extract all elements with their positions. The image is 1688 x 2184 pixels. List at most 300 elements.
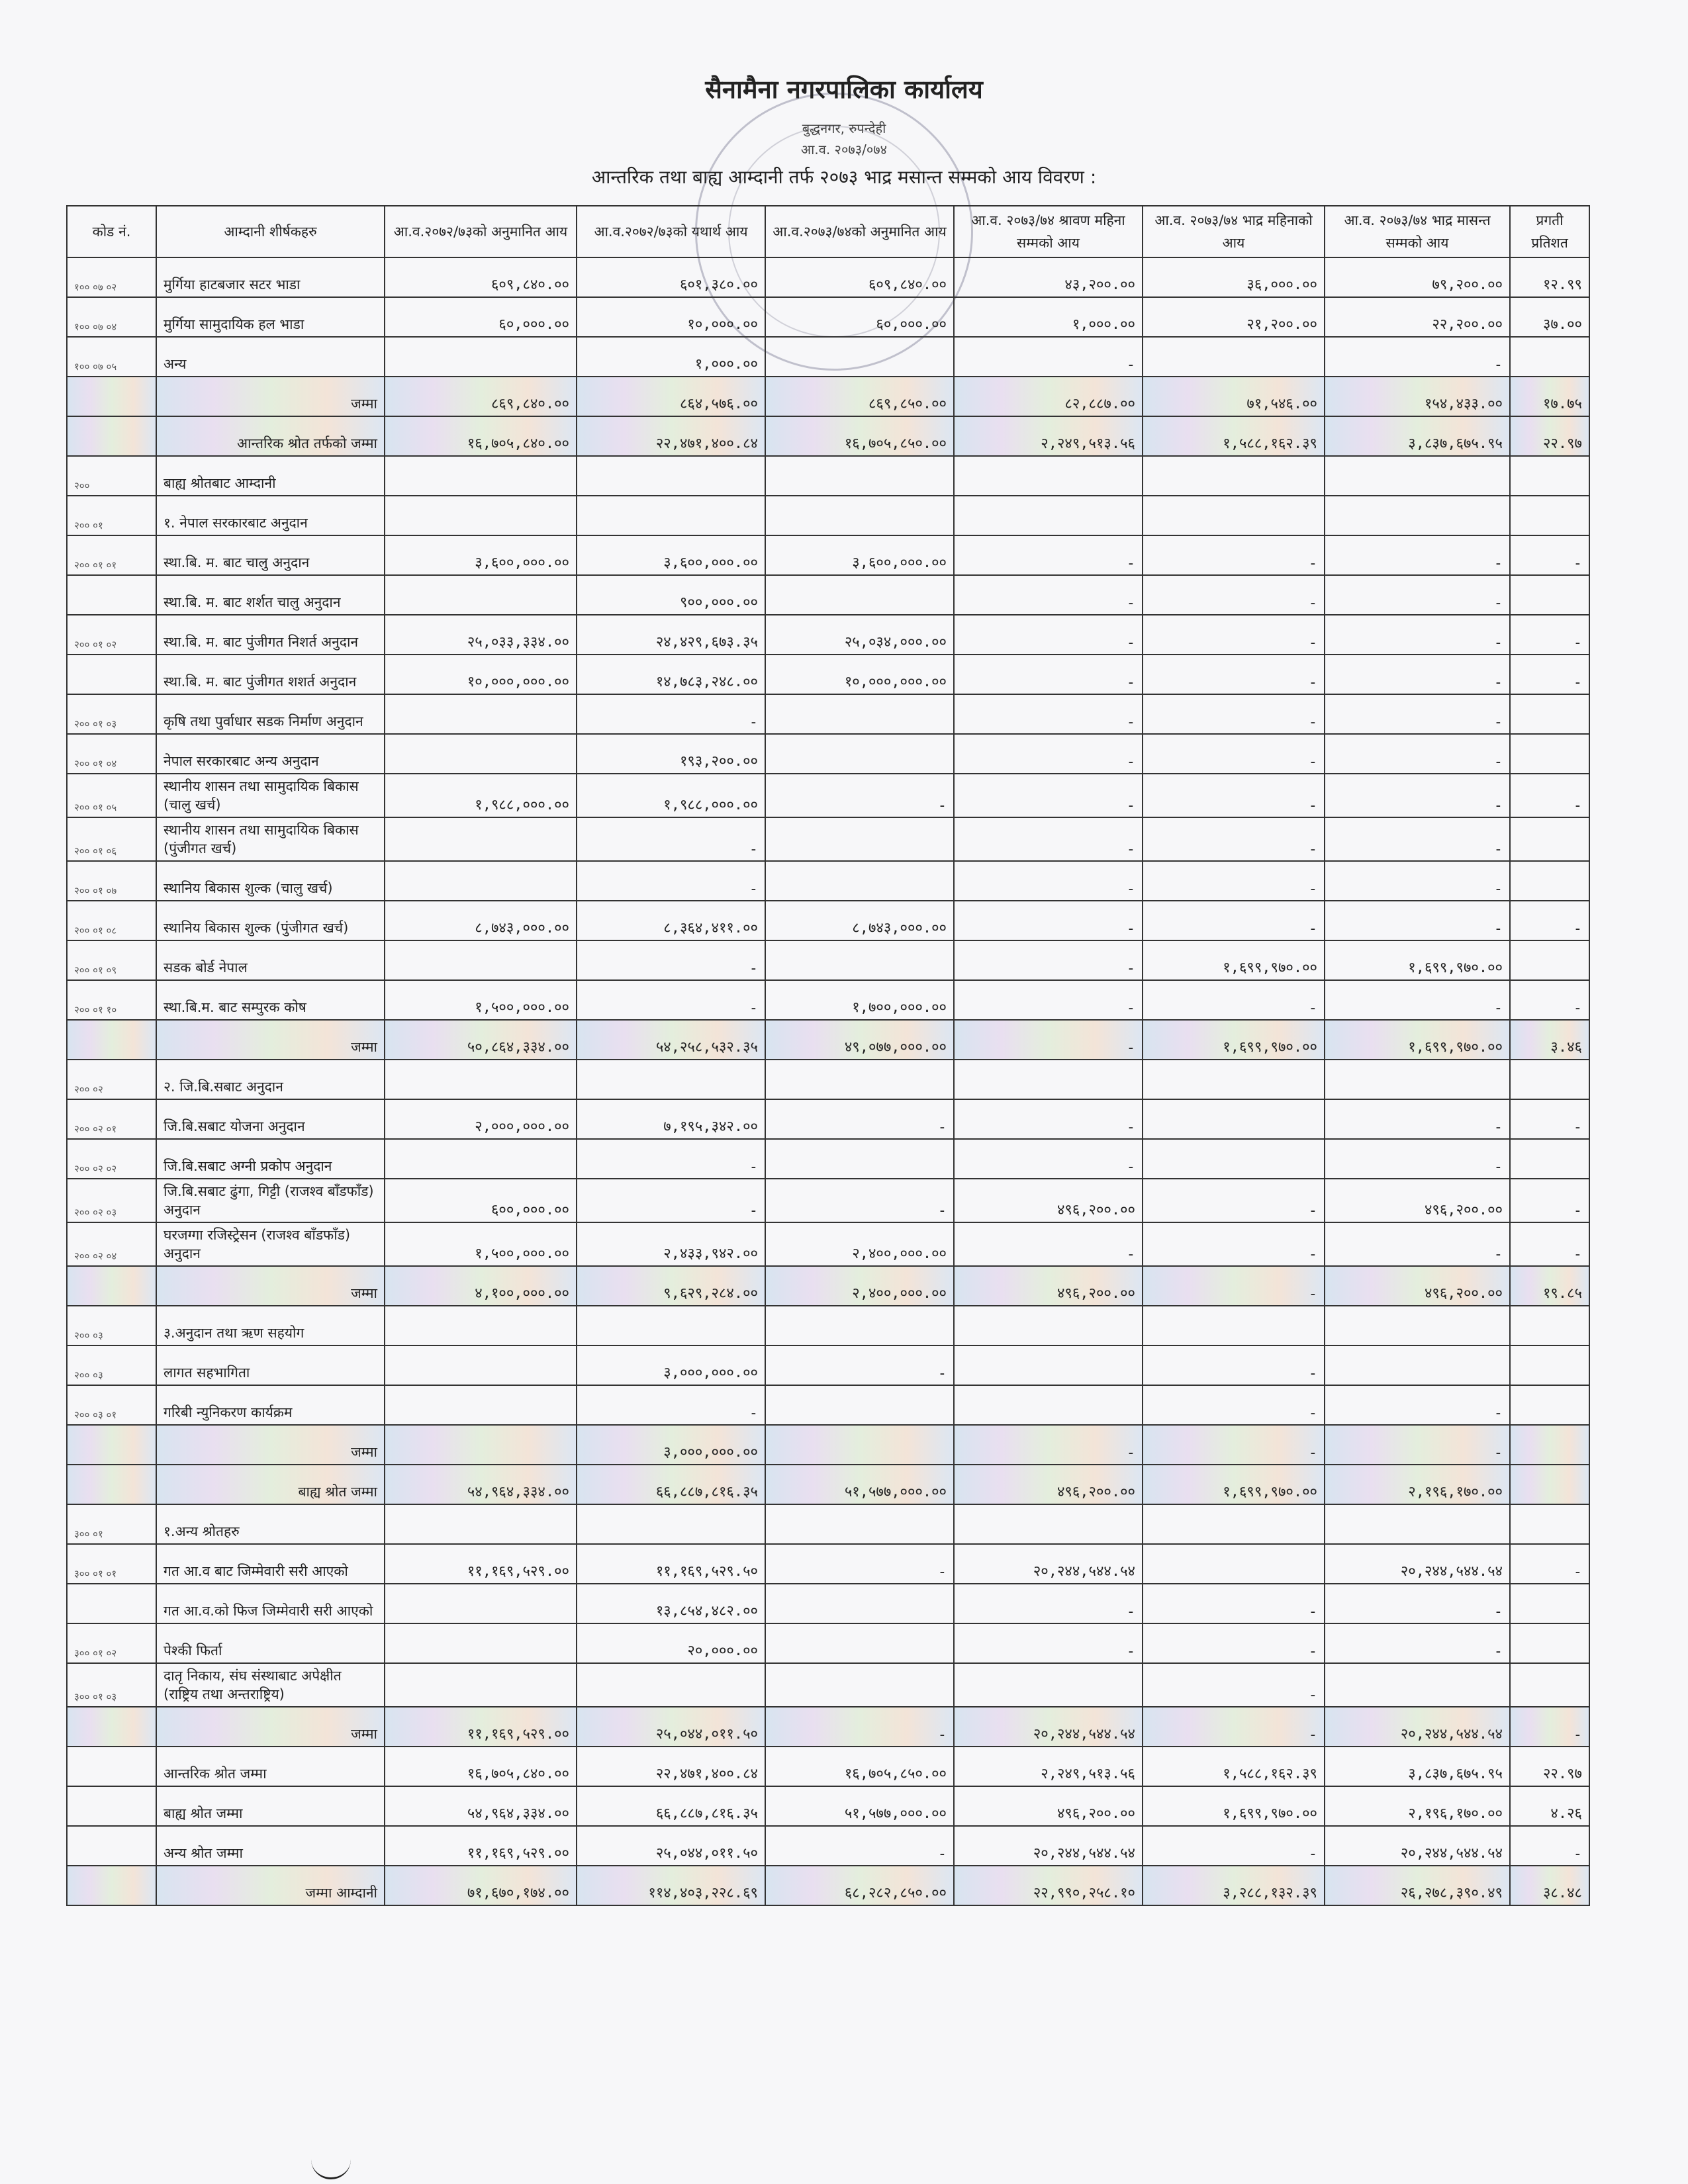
amount-cell: - [1510,1099,1589,1139]
amount-cell: १९.८५ [1510,1266,1589,1306]
amount-cell: - [1325,1222,1510,1266]
amount-cell: ६०१,३८०.०० [577,257,765,297]
amount-cell: ३,०००,०००.०० [577,1425,765,1465]
code-cell: २०० ०२ ०३ [67,1179,156,1222]
amount-cell: ३,६००,०००.०० [385,535,577,575]
amount-cell [954,456,1143,496]
amount-cell: - [1143,1179,1325,1222]
amount-cell: १३,८५४,४८२.०० [577,1584,765,1623]
heading-cell: स्था.बि. म. बाट शर्शत चालु अनुदान [156,575,385,615]
amount-cell: १६,७०५,८५०.०० [765,416,954,456]
code-cell: २०० ०१ ०७ [67,861,156,901]
heading-cell: स्थानिय बिकास शुल्क (पुंजीगत खर्च) [156,901,385,940]
amount-cell: ११,१६९,५२९.०० [385,1707,577,1747]
amount-cell: - [1143,774,1325,817]
amount-cell: - [1143,861,1325,901]
heading-cell: सडक बोर्ड नेपाल [156,940,385,980]
amount-cell: २०,०००.०० [577,1623,765,1663]
amount-cell [1510,940,1589,980]
total-row [67,1425,1589,1465]
amount-cell: ८६९,८५०.०० [765,377,954,416]
amount-cell: २२.९७ [1510,1747,1589,1786]
amount-cell: ६०,०००.०० [385,297,577,337]
code-cell: २०० ०३ [67,1306,156,1345]
table-row [67,1584,1589,1623]
amount-cell [765,575,954,615]
amount-cell [954,1504,1143,1544]
table-row [67,1345,1589,1385]
amount-cell: - [1143,1385,1325,1425]
heading-cell: लागत सहभागिता [156,1345,385,1385]
amount-cell: - [1510,901,1589,940]
amount-cell [385,1385,577,1425]
amount-cell: २२.९७ [1510,416,1589,456]
amount-cell: ६०,०००.०० [765,297,954,337]
amount-cell [1325,456,1510,496]
amount-cell: - [954,980,1143,1020]
amount-cell: १,५८८,१६२.३९ [1143,416,1325,456]
amount-cell: १०,०००,०००.०० [385,655,577,694]
code-cell [67,416,156,456]
amount-cell: ८२,८८७.०० [954,377,1143,416]
amount-cell: - [1143,1826,1325,1866]
amount-cell: - [954,1584,1143,1623]
amount-cell [765,1060,954,1099]
amount-cell [765,694,954,734]
heading-cell: जि.बि.सबाट योजना अनुदान [156,1099,385,1139]
amount-cell: ४९६,२००.०० [954,1266,1143,1306]
amount-cell [954,1385,1143,1425]
amount-cell: ५०,८६४,३३४.०० [385,1020,577,1060]
amount-cell: ३,२८८,१३२.३९ [1143,1866,1325,1905]
amount-cell [765,1306,954,1345]
table-row [67,734,1589,774]
amount-cell: ७९,२००.०० [1325,257,1510,297]
amount-cell: ४,१००,०००.०० [385,1266,577,1306]
amount-cell [577,1663,765,1707]
amount-cell [954,1345,1143,1385]
heading-cell: गरिबी न्युनिकरण कार्यक्रम [156,1385,385,1425]
amount-cell: २०,२४४,५४४.५४ [1325,1826,1510,1866]
amount-cell: - [1510,655,1589,694]
amount-cell: २०,२४४,५४४.५४ [1325,1544,1510,1584]
table-row [67,940,1589,980]
heading-cell: जम्मा आम्दानी [156,1866,385,1905]
table-row [67,1747,1589,1786]
amount-cell: १६,७०५,८४०.०० [385,416,577,456]
amount-cell [1510,1584,1589,1623]
amount-cell: - [577,940,765,980]
amount-cell: २०,२४४,५४४.५४ [954,1707,1143,1747]
amount-cell: २५,०३३,३३४.०० [385,615,577,655]
amount-cell: - [954,694,1143,734]
amount-cell [385,1060,577,1099]
heading-cell: आन्तरिक श्रोत तर्फको जम्मा [156,416,385,456]
amount-cell [577,456,765,496]
amount-cell: १२.९९ [1510,257,1589,297]
amount-cell [1510,817,1589,861]
amount-cell: - [1143,734,1325,774]
amount-cell: - [954,535,1143,575]
code-cell: ३०० ०१ ०३ [67,1663,156,1707]
amount-cell [1510,1663,1589,1707]
office-address: बुद्धनगर, रुपन्देही [802,120,886,136]
amount-cell [954,1306,1143,1345]
amount-cell [577,1504,765,1544]
table-row [67,257,1589,297]
table-row [67,1179,1589,1222]
amount-cell [385,1663,577,1707]
amount-cell: ६०९,८४०.०० [765,257,954,297]
amount-cell: ५४,९६४,३३४.०० [385,1786,577,1826]
amount-cell: ८,७४३,०००.०० [765,901,954,940]
amount-cell: ११,१६९,५२९.०० [385,1544,577,1584]
amount-cell [1143,1306,1325,1345]
table-row [67,655,1589,694]
total-row [67,416,1589,456]
heading-cell: बाह्य श्रोत जम्मा [156,1465,385,1504]
amount-cell: - [1510,615,1589,655]
amount-cell: ४९६,२००.०० [954,1786,1143,1826]
amount-cell: - [1325,535,1510,575]
code-cell [67,1266,156,1306]
amount-cell: ५४,२५८,५३२.३५ [577,1020,765,1060]
heading-cell: पेश्की फिर्ता [156,1623,385,1663]
heading-cell: स्था.बि. म. बाट पुंजीगत निशर्त अनुदान [156,615,385,655]
amount-cell: - [1143,535,1325,575]
table-row [67,1306,1589,1345]
amount-cell: ९००,०००.०० [577,575,765,615]
amount-cell: - [1143,694,1325,734]
amount-cell: २१,२००.०० [1143,297,1325,337]
amount-cell: ४३,२००.०० [954,257,1143,297]
amount-cell: - [577,980,765,1020]
code-cell: २०० ०१ [67,496,156,535]
amount-cell [765,496,954,535]
amount-cell: १,९८८,०००.०० [577,774,765,817]
amount-cell [765,1623,954,1663]
code-cell: २०० ०१ ०५ [67,774,156,817]
amount-cell: - [1325,1623,1510,1663]
amount-cell: ५४,९६४,३३४.०० [385,1465,577,1504]
amount-cell [1325,1345,1510,1385]
amount-cell: १६,७०५,८५०.०० [765,1747,954,1786]
heading-cell: गत आ.व बाट जिम्मेवारी सरी आएको [156,1544,385,1584]
col-header: आम्दानी शीर्षकहरु [156,206,385,257]
amount-cell [577,1060,765,1099]
heading-cell: दातृ निकाय, संघ संस्थाबाट अपेक्षीत (राष्ट्रिय तथा अन्तराष्ट्रिय) [156,1663,385,1707]
table-row [67,575,1589,615]
amount-cell [385,940,577,980]
amount-cell: २,१९६,१७०.०० [1325,1786,1510,1826]
amount-cell: ६६,८८७,८१६.३५ [577,1786,765,1826]
heading-cell: बाह्य श्रोतबाट आम्दानी [156,456,385,496]
code-cell: ३०० ०१ ०२ [67,1623,156,1663]
amount-cell: - [1143,1266,1325,1306]
amount-cell [385,1425,577,1465]
code-cell: २०० ०१ १० [67,980,156,1020]
amount-cell: - [1325,1584,1510,1623]
code-cell [67,575,156,615]
amount-cell: १९३,२००.०० [577,734,765,774]
amount-cell: १,५८८,१६२.३९ [1143,1747,1325,1786]
amount-cell: ३,६००,०००.०० [577,535,765,575]
amount-cell [765,734,954,774]
amount-cell: - [1143,1584,1325,1623]
heading-cell: गत आ.व.को फिज जिम्मेवारी सरी आएको [156,1584,385,1623]
amount-cell: १०,०००.०० [577,297,765,337]
amount-cell: ४९६,२००.०० [954,1179,1143,1222]
heading-cell: स्था.बि. म. बाट चालु अनुदान [156,535,385,575]
amount-cell: १७.७५ [1510,377,1589,416]
amount-cell [1510,861,1589,901]
heading-cell: बाह्य श्रोत जम्मा [156,1786,385,1826]
code-cell: २०० ०१ ०६ [67,817,156,861]
heading-cell: घरजग्गा रजिस्ट्रेसन (राजश्व बाँडफाँड) अनुदान [156,1222,385,1266]
heading-cell: स्थानीय शासन तथा सामुदायिक बिकास (पुंजीगत खर्च) [156,817,385,861]
amount-cell: १०,०००,०००.०० [765,655,954,694]
amount-cell: ३,०००,०००.०० [577,1345,765,1385]
amount-cell: - [577,817,765,861]
amount-cell: - [954,774,1143,817]
amount-cell: - [1325,901,1510,940]
code-cell: २०० ०२ ०१ [67,1099,156,1139]
amount-cell: १,६९९,९७०.०० [1143,1786,1325,1826]
amount-cell: - [577,694,765,734]
heading-cell: जि.बि.सबाट ढुंगा, गिट्टी (राजश्व बाँडफाँड) अनुदान [156,1179,385,1222]
amount-cell: १,७००,०००.०० [765,980,954,1020]
amount-cell: - [577,1139,765,1179]
total-row [67,1707,1589,1747]
code-cell [67,1747,156,1786]
amount-cell: ७१,६७०,१७४.०० [385,1866,577,1905]
code-cell: २०० ०२ ०४ [67,1222,156,1266]
amount-cell: ३,८३७,६७५.९५ [1325,1747,1510,1786]
amount-cell [1510,496,1589,535]
signature-mark [311,2151,351,2179]
amount-cell: - [954,734,1143,774]
amount-cell: - [954,901,1143,940]
amount-cell: ५१,५७७,०००.०० [765,1465,954,1504]
amount-cell: - [765,774,954,817]
amount-cell: - [954,615,1143,655]
amount-cell [1510,1139,1589,1179]
amount-cell [577,1306,765,1345]
amount-cell: ३७.०० [1510,297,1589,337]
amount-cell: २५,०४४,०११.५० [577,1826,765,1866]
amount-cell: १,६९९,९७०.०० [1325,1020,1510,1060]
amount-cell: ३.४६ [1510,1020,1589,1060]
total-row [67,1020,1589,1060]
amount-cell: २,४००,०००.०० [765,1266,954,1306]
amount-cell: - [954,1020,1143,1060]
amount-cell [385,1623,577,1663]
amount-cell: ८,७४३,०००.०० [385,901,577,940]
code-cell [67,1425,156,1465]
amount-cell: २,४३३,९४२.०० [577,1222,765,1266]
amount-cell: ७,१९५,३४२.०० [577,1099,765,1139]
total-row [67,1266,1589,1306]
amount-cell: २,२४९,५१३.५६ [954,1747,1143,1786]
amount-cell [1143,1504,1325,1544]
amount-cell [954,496,1143,535]
amount-cell: - [1143,655,1325,694]
heading-cell: जम्मा [156,1266,385,1306]
code-cell: २०० ०१ ०१ [67,535,156,575]
heading-cell: कृषि तथा पुर्वाधार सडक निर्माण अनुदान [156,694,385,734]
table-row [67,337,1589,377]
col-header: प्रगती प्रतिशत [1510,206,1589,257]
amount-cell: - [954,1425,1143,1465]
amount-cell: ७१,५४६.०० [1143,377,1325,416]
amount-cell: १,०००.०० [577,337,765,377]
table-row [67,535,1589,575]
table-row [67,1663,1589,1707]
amount-cell [385,1584,577,1623]
col-header: आ.व.२०७२/७३को अनुमानित आय [385,206,577,257]
amount-cell: - [1143,1222,1325,1266]
amount-cell [765,1385,954,1425]
amount-cell: - [1510,535,1589,575]
amount-cell: २४,४२९,६७३.३५ [577,615,765,655]
amount-cell [385,456,577,496]
heading-cell: स्था.बि.म. बाट सम्पुरक कोष [156,980,385,1020]
amount-cell: २२,९९०,२५८.१० [954,1866,1143,1905]
amount-cell: - [1325,1139,1510,1179]
amount-cell: ६००,०००.०० [385,1179,577,1222]
amount-cell [385,575,577,615]
amount-cell [385,1139,577,1179]
amount-cell [1510,1060,1589,1099]
amount-cell: २२,४७१,४००.८४ [577,416,765,456]
amount-cell: - [954,817,1143,861]
amount-cell: - [765,1707,954,1747]
amount-cell [765,1139,954,1179]
code-cell: १०० ०७ ०५ [67,337,156,377]
table-row [67,1385,1589,1425]
amount-cell [765,861,954,901]
amount-cell: १,६९९,९७०.०० [1325,940,1510,980]
amount-cell: ३,८३७,६७५.९५ [1325,416,1510,456]
amount-cell: २,०००,०००.०० [385,1099,577,1139]
amount-cell: - [1325,575,1510,615]
code-cell: २०० ०१ ०३ [67,694,156,734]
amount-cell: - [1325,861,1510,901]
amount-cell: - [1510,1826,1589,1866]
code-cell: २०० ०१ ०४ [67,734,156,774]
code-cell [67,1020,156,1060]
table-row [67,774,1589,817]
total-row [67,1465,1589,1504]
amount-cell [1510,1504,1589,1544]
heading-cell: अन्य श्रोत जम्मा [156,1826,385,1866]
table-row [67,1826,1589,1866]
amount-cell: - [1510,1544,1589,1584]
amount-cell: १६,७०५,८४०.०० [385,1747,577,1786]
amount-cell: - [577,861,765,901]
amount-cell [385,861,577,901]
amount-cell: ३,६००,०००.०० [765,535,954,575]
amount-cell [385,1306,577,1345]
amount-cell: - [954,575,1143,615]
amount-cell [1325,1663,1510,1707]
heading-cell: मुर्गिया हाटबजार सटर भाडा [156,257,385,297]
amount-cell: ८६४,५७६.०० [577,377,765,416]
fiscal-year: आ.व. २०७३/०७४ [800,142,888,158]
amount-cell: - [765,1099,954,1139]
amount-cell: - [1510,1707,1589,1747]
amount-cell [385,734,577,774]
amount-cell: - [1325,817,1510,861]
amount-cell: - [954,655,1143,694]
amount-cell [1143,1544,1325,1584]
amount-cell [1143,496,1325,535]
amount-cell: - [1325,734,1510,774]
office-title: सैनामैना नगरपालिका कार्यालय [705,75,983,104]
amount-cell [1510,694,1589,734]
heading-cell: जि.बि.सबाट अग्नी प्रकोप अनुदान [156,1139,385,1179]
amount-cell: २६,२७८,३९०.४९ [1325,1866,1510,1905]
amount-cell [385,1345,577,1385]
amount-cell: - [577,1179,765,1222]
code-cell: २०० ०२ ०२ [67,1139,156,1179]
code-cell: २०० ०३ [67,1345,156,1385]
amount-cell [954,1663,1143,1707]
amount-cell: - [1143,1623,1325,1663]
amount-cell: - [1510,980,1589,1020]
amount-cell: १,६९९,९७०.०० [1143,1465,1325,1504]
code-cell: २०० ०२ [67,1060,156,1099]
amount-cell [1143,337,1325,377]
amount-cell: - [1143,1425,1325,1465]
amount-cell [765,1504,954,1544]
amount-cell: १५४,४३३.०० [1325,377,1510,416]
code-cell: २०० [67,456,156,496]
heading-cell: जम्मा [156,1020,385,1060]
heading-cell: स्था.बि. म. बाट पुंजीगत शशर्त अनुदान [156,655,385,694]
amount-cell: - [1325,1099,1510,1139]
amount-cell: १४,७८३,२४८.०० [577,655,765,694]
amount-cell: २,४००,०००.०० [765,1222,954,1266]
amount-cell [1325,1306,1510,1345]
amount-cell: ६०९,८४०.०० [385,257,577,297]
amount-cell: ११४,४०३,२२८.६९ [577,1866,765,1905]
heading-cell: नेपाल सरकारबाट अन्य अनुदान [156,734,385,774]
income-table [66,205,1590,1906]
amount-cell: - [1510,1179,1589,1222]
total-row [67,1866,1589,1905]
amount-cell [765,1663,954,1707]
amount-cell: ९,६२९,२८४.०० [577,1266,765,1306]
code-cell: ३०० ०१ [67,1504,156,1544]
heading-cell: ३.अनुदान तथा ऋण सहयोग [156,1306,385,1345]
code-cell: २०० ०३ ०१ [67,1385,156,1425]
amount-cell: - [1143,575,1325,615]
table-row [67,1060,1589,1099]
amount-cell: ४.२६ [1510,1786,1589,1826]
amount-cell: - [1325,615,1510,655]
heading-cell: १. नेपाल सरकारबाट अनुदान [156,496,385,535]
amount-cell: ३६,०००.०० [1143,257,1325,297]
table-row [67,1222,1589,1266]
amount-cell: - [1325,1425,1510,1465]
amount-cell [765,817,954,861]
heading-cell: स्थानीय शासन तथा सामुदायिक बिकास (चालु खर्च) [156,774,385,817]
amount-cell: - [1325,980,1510,1020]
amount-cell: - [1143,980,1325,1020]
amount-cell: २५,०४४,०११.५० [577,1707,765,1747]
code-cell [67,1826,156,1866]
